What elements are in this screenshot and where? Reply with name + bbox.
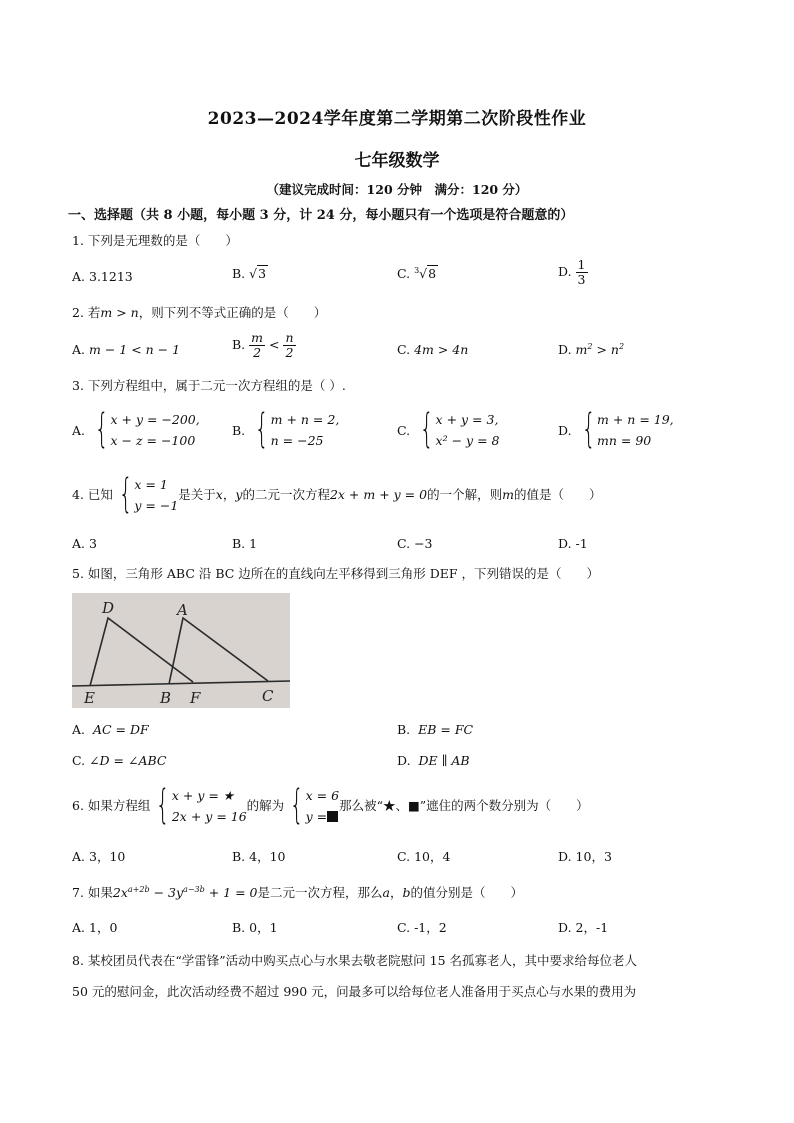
numerator: n <box>285 330 294 345</box>
equation-system <box>414 406 500 452</box>
stem-text: 的值是（ ） <box>513 487 602 502</box>
variable: b <box>402 885 411 901</box>
stem-text: ， <box>222 487 236 502</box>
option-label: D. <box>558 342 572 358</box>
denominator: 2 <box>253 345 262 360</box>
point-label-d: D <box>102 599 115 617</box>
point-label-b: B <box>160 689 172 707</box>
variable: m <box>502 487 514 502</box>
stem-text: 6. 如果方程组 <box>72 798 151 813</box>
stem-text: ， <box>389 885 403 901</box>
option-label: A. <box>72 422 86 438</box>
stem-text: 是关于 <box>178 487 216 502</box>
numerator: m <box>251 330 264 345</box>
stem-text: 那么被“★、■”遮住的两个数分别为（ ） <box>339 798 589 813</box>
q2-option-a <box>72 342 180 357</box>
equation: mn = 90 <box>597 433 652 448</box>
q7-option-b: B. 0，1 <box>232 920 278 935</box>
point-label-f: F <box>190 689 201 707</box>
equation: x − z = −100 <box>110 433 196 448</box>
q5-option-d: D. DE ∥ AB <box>397 753 470 768</box>
root-index: 3 <box>414 266 420 275</box>
equation: y = −1 <box>134 498 179 513</box>
equation: x + y = −200, <box>110 412 200 427</box>
brace-icon: { <box>581 406 596 452</box>
brace-icon: { <box>289 782 304 828</box>
q4-option-a: A. 3 <box>72 536 97 551</box>
numerator: 1 <box>577 257 586 272</box>
q2-option-b <box>232 331 296 360</box>
q7-option-a: A. 1，0 <box>72 920 118 935</box>
brace-icon: { <box>254 406 269 452</box>
stem-text: ，则下列不等式正确的是（ ） <box>138 305 327 320</box>
stem-text: 7. 如果 <box>72 885 113 901</box>
variable: y <box>235 487 243 502</box>
stem-text: 是二元一次方程，那么 <box>257 885 383 901</box>
question-7-stem <box>72 880 523 903</box>
variable: x <box>215 487 223 502</box>
q6-option-a: A. 3，10 <box>72 849 126 864</box>
q7-option-c: C. -1，2 <box>397 920 447 935</box>
q6-option-b: B. 4，10 <box>232 849 286 864</box>
stem-text: 的一个解，则 <box>427 487 503 502</box>
option-label: A. <box>72 269 86 284</box>
q3-option-c <box>397 406 500 452</box>
question-8-line-2: 50 元的慰问金，此次活动经费不超过 990 元，问最多可以给每位老人准备用于买点心与水果的费用为 <box>72 984 637 999</box>
option-label: B. <box>232 337 246 352</box>
option-math: m − 1 < n − 1 <box>89 342 181 357</box>
equation: m + n = 19, <box>597 412 674 427</box>
q4-option-b: B. 1 <box>232 536 258 551</box>
equation: x + y = 3, <box>435 412 499 427</box>
radicand: 3 <box>258 266 267 281</box>
option-label: A. <box>72 342 86 357</box>
fraction <box>283 331 295 360</box>
equation-system <box>249 406 340 452</box>
q5-option-a: A. AC = DF <box>72 722 149 737</box>
equation: x = 1 <box>134 477 168 492</box>
option-label: C. <box>397 266 411 282</box>
question-1-stem: 1. 下列是无理数的是（ ） <box>72 233 238 248</box>
math-condition: m > n <box>100 305 139 320</box>
equation: m + n = 2, <box>270 412 340 427</box>
fraction <box>576 258 588 287</box>
stem-text: 的值分别是（ ） <box>410 885 523 901</box>
equation: x = 6 <box>305 788 340 803</box>
denominator: 2 <box>285 345 294 360</box>
q4-option-c: C. −3 <box>397 536 433 551</box>
question-5-stem: 5. 如图，三角形 ABC 沿 BC 边所在的直线向左平移得到三角形 DEF ，下列错误的是（ ） <box>72 566 600 581</box>
q1-option-a <box>72 269 133 284</box>
option-label: C. <box>397 422 411 438</box>
q2-option-c <box>397 342 468 357</box>
brace-icon: { <box>94 406 109 452</box>
solution-system <box>113 471 179 517</box>
point-label-c: C <box>262 687 274 705</box>
point-label-e: E <box>84 689 95 707</box>
q3-option-d <box>558 406 674 452</box>
operator: < <box>269 337 280 352</box>
option-math: 4m > 4n <box>414 342 469 357</box>
q5-option-c: C. ∠D = ∠ABC <box>72 753 167 768</box>
stem-text: 4. 已知 <box>72 487 113 502</box>
option-text: 3.1213 <box>89 269 133 284</box>
triangle-translation-figure <box>72 593 290 708</box>
equation: x² − y = 8 <box>435 433 500 448</box>
q3-option-b <box>232 406 340 452</box>
stem-text: 的二元一次方程 <box>242 487 330 502</box>
question-8-line-1: 8. 某校团员代表在“学雷锋”活动中购买点心与水果去敬老院慰问 15 名孤寡老人，其中要求给每位老人 <box>72 953 638 968</box>
question-2-stem <box>72 303 326 323</box>
stem-text: 的解为 <box>246 798 285 813</box>
exam-subtitle: 七年级数学 <box>354 151 440 171</box>
q5-option-b: B. EB = FC <box>397 722 474 737</box>
equation: $2x^{a+2b} - 3y^{a-3b} + 1 = 0$ <box>112 885 258 901</box>
option-label: D. <box>558 422 572 438</box>
option-label: B. <box>232 266 246 281</box>
denominator: 3 <box>577 272 586 287</box>
option-math: $m^2 > n^2$ <box>575 342 625 358</box>
q2-option-d <box>558 342 624 357</box>
fraction <box>249 331 265 360</box>
equation-system <box>150 782 247 828</box>
equation-system <box>576 406 674 452</box>
equation: y = <box>306 806 339 827</box>
q1-option-d <box>558 258 588 287</box>
equation: 2x + y = 16 <box>171 809 247 824</box>
q6-option-d: D. 10，3 <box>558 849 612 864</box>
equation: 2x + m + y = 0 <box>329 487 428 502</box>
brace-icon: { <box>156 782 171 828</box>
q7-option-d: D. 2，-1 <box>558 920 609 935</box>
solution-system <box>284 782 340 828</box>
equation-system <box>89 406 200 452</box>
variable: a <box>382 885 390 901</box>
option-label: D. <box>558 264 572 279</box>
q1-option-c <box>397 266 438 281</box>
radicand: 8 <box>428 266 437 282</box>
exam-title: 2023—2024学年度第二学期第二次阶段性作业 <box>207 109 587 129</box>
equation: x + y = ★ <box>171 788 235 803</box>
q1-option-b <box>232 266 268 281</box>
question-4-stem <box>72 471 602 517</box>
option-label: C. <box>397 342 411 357</box>
equation: n = −25 <box>270 433 324 448</box>
question-3-stem: 3. 下列方程组中，属于二元一次方程组的是（ ）. <box>72 378 346 393</box>
brace-icon: { <box>419 406 434 452</box>
question-6-stem <box>72 782 589 828</box>
q6-option-c: C. 10，4 <box>397 849 451 864</box>
black-square-icon <box>327 811 338 822</box>
square-root: √3 <box>249 266 267 281</box>
section-heading: 一、选择题（共 8 小题，每小题 3 分，计 24 分，每小题只有一个选项是符合题意的） <box>68 208 574 223</box>
cube-root: $^3$√8 <box>414 266 437 282</box>
q3-option-a <box>72 406 200 452</box>
exam-info: （建议完成时间：120 分钟 满分：120 分） <box>266 182 528 197</box>
option-label: B. <box>232 422 246 438</box>
point-label-a: A <box>177 601 188 619</box>
stem-text: 2. 若 <box>72 305 101 320</box>
brace-icon: { <box>118 471 133 517</box>
q4-option-d: D. -1 <box>558 536 588 551</box>
